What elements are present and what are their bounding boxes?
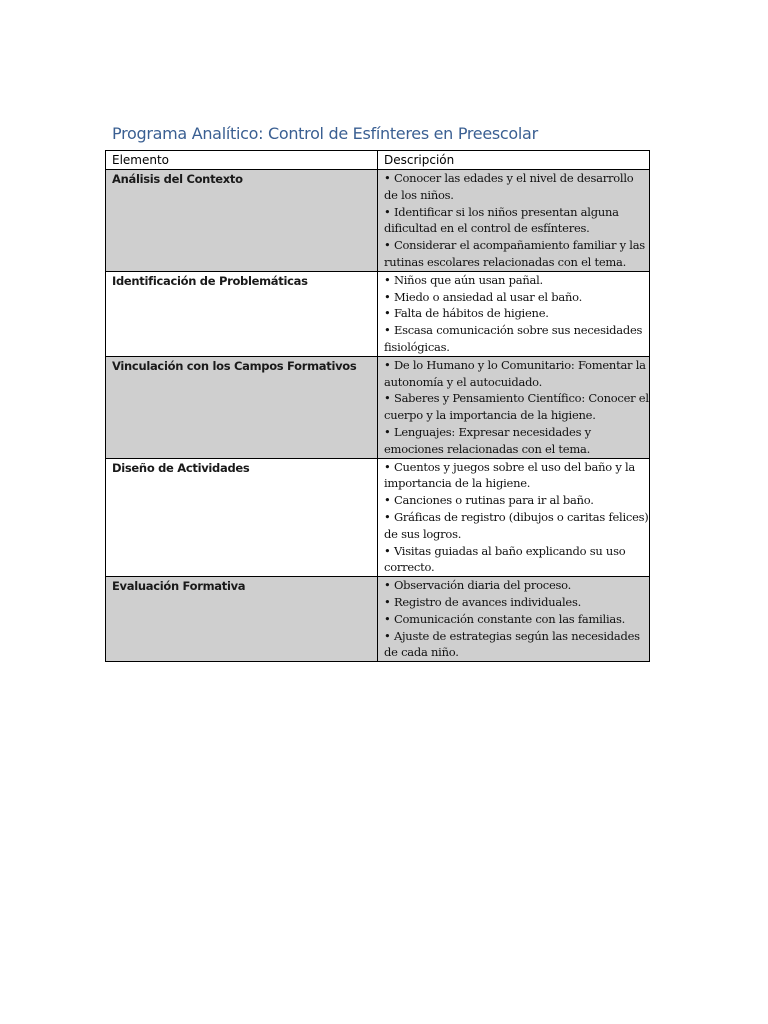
element-cell: Identificación de Problemáticas	[106, 271, 378, 356]
description-item: • De lo Humano y lo Comunitario: Fomentar la autonomía y el autocuidado.	[384, 357, 646, 389]
description-item: • Gráficas de registro (dibujos o caritas felices) de sus logros.	[384, 509, 649, 541]
element-cell: Diseño de Actividades	[106, 458, 378, 577]
description-cell	[378, 577, 650, 662]
description-item: • Conocer las edades y el nivel de desarrollo de los niños.	[384, 171, 634, 202]
description-cell	[378, 458, 650, 577]
description-item: • Miedo o ansiedad al usar el baño.	[384, 289, 582, 304]
description-item: • Escasa comunicación sobre sus necesidades fisiológicas.	[384, 323, 643, 354]
document-title: Programa Analítico: Control de Esfínteres en Preescolar	[112, 124, 538, 143]
description-item: • Comunicación constante con las familias.	[384, 611, 626, 626]
element-cell: Vinculación con los Campos Formativos	[106, 356, 378, 458]
description-cell	[378, 170, 650, 272]
table-row	[106, 458, 650, 577]
description-item: • Considerar el acompañamiento familiar y las rutinas escolares relacionadas con el tema.	[384, 238, 645, 269]
description-cell	[378, 271, 650, 356]
description-item: • Ajuste de estrategias según las necesidades de cada niño.	[384, 628, 640, 660]
description-item: • Lenguajes: Expresar necesidades y emociones relacionadas con el tema.	[384, 424, 591, 456]
description-item: • Observación diaria del proceso.	[384, 578, 572, 593]
element-cell: Evaluación Formativa	[106, 577, 378, 662]
description-item: • Cuentos y juegos sobre el uso del baño y la importancia de la higiene.	[384, 459, 636, 491]
table-header-row	[106, 151, 650, 170]
description-cell	[378, 356, 650, 458]
description-item: • Saberes y Pensamiento Científico: Conocer el cuerpo y la importancia de la higiene.	[384, 391, 649, 423]
description-item: • Visitas guiadas al baño explicando su uso correcto.	[384, 543, 626, 575]
program-table	[105, 150, 650, 662]
header-element: Elemento	[106, 151, 378, 170]
table-row	[106, 356, 650, 458]
table-row	[106, 577, 650, 662]
description-item: • Canciones o rutinas para ir al baño.	[384, 493, 594, 508]
description-item: • Identificar si los niños presentan alguna dificultad en el control de esfínteres.	[384, 204, 619, 236]
description-item: • Falta de hábitos de higiene.	[384, 306, 549, 321]
description-item: • Niños que aún usan pañal.	[384, 272, 543, 287]
table-row	[106, 271, 650, 356]
element-cell: Análisis del Contexto	[106, 170, 378, 272]
header-description: Descripción	[378, 151, 650, 170]
description-item: • Registro de avances individuales.	[384, 594, 581, 609]
table-row	[106, 170, 650, 272]
